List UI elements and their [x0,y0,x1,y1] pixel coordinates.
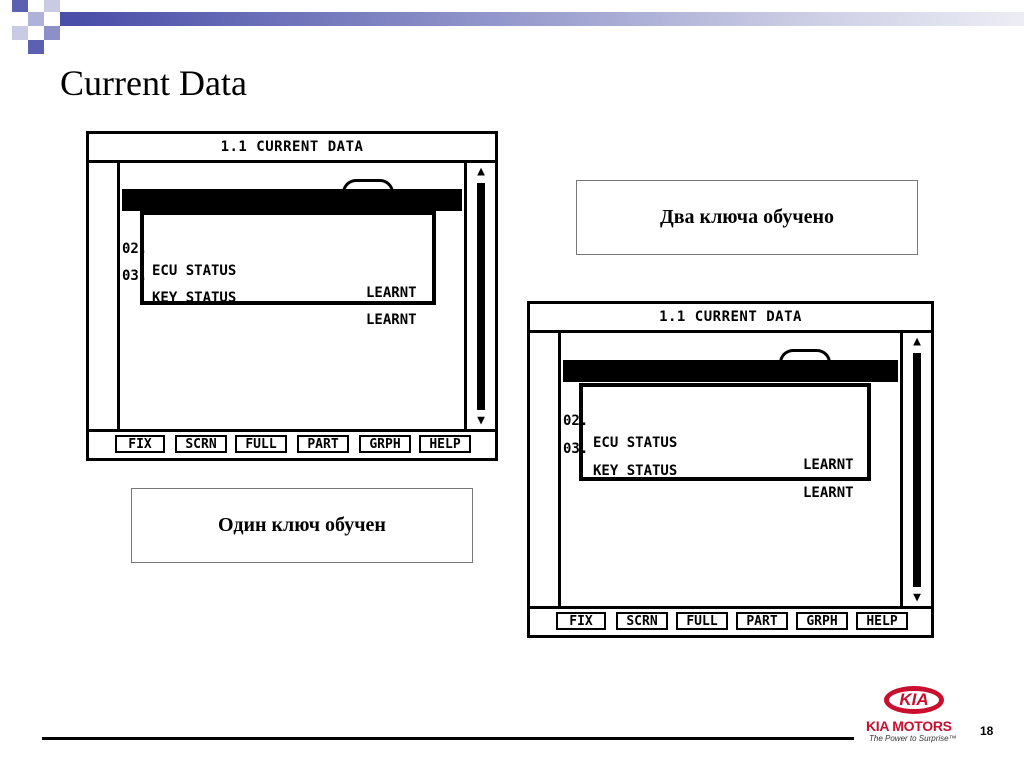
help-button[interactable]: HELP [856,612,908,630]
row-value: LEARNT [803,457,854,473]
full-button[interactable]: FULL [235,435,287,453]
slide-title: Current Data [60,63,247,103]
help-button[interactable]: HELP [419,435,471,453]
page-number: 18 [980,724,994,738]
brand-tagline: The Power to Surprise™ [869,734,957,743]
row-number: 02. [122,241,148,257]
value-highlight-oval [779,349,831,363]
decor-square [12,0,28,12]
scan-tool-screen-two-keys [527,301,934,638]
row-number: 01. [122,214,148,230]
row-number: 03. [563,441,589,457]
scrn-button[interactable]: SCRN [175,435,227,453]
scroll-track[interactable] [913,353,921,587]
caption-two-keys-learnt: Два ключа обучено [576,180,918,255]
row-name: KEY STATUS [152,290,237,306]
row-value: 1 [366,258,375,274]
scroll-track[interactable] [477,183,485,410]
scrollbar[interactable] [909,333,925,609]
value-highlight-oval [342,179,394,193]
row-number: 01. [563,385,589,401]
decor-square [60,12,80,26]
fix-button[interactable]: FIX [556,612,606,630]
grph-button[interactable]: GRPH [359,435,411,453]
top-decoration [0,0,1024,60]
fix-button[interactable]: FIX [115,435,165,453]
function-keys [89,429,495,458]
screen-title: 1.1 CURRENT DATA [530,304,931,333]
row-value: LEARNT [803,485,854,501]
row-number: 03. [122,268,148,284]
decor-square [28,12,44,26]
part-button[interactable]: PART [297,435,349,453]
decor-square [28,40,44,54]
row-value: LEARNT [366,312,417,328]
status-highlight-box [579,383,871,481]
scroll-up-icon[interactable]: ▲ [913,334,921,349]
decor-square [44,0,60,12]
scroll-up-icon[interactable]: ▲ [477,164,485,179]
grph-button[interactable]: GRPH [796,612,848,630]
row-name: ECU STATUS [152,263,237,279]
footer-divider [42,737,854,740]
header-gradient-bar [80,12,1024,26]
brand-name: KIA MOTORS [866,718,952,734]
caption-one-key-learnt: Один ключ обучен [131,488,473,563]
scrollbar[interactable] [473,163,489,432]
part-button[interactable]: PART [736,612,788,630]
function-keys [530,606,931,635]
kia-logo-icon: KIA [884,686,944,714]
scroll-down-icon[interactable]: ▼ [477,413,485,428]
scroll-down-icon[interactable]: ▼ [913,590,921,605]
row-name: NO. OF LEARNT KEY [152,236,296,252]
row-value: 2 [803,429,812,445]
decor-square [44,26,60,40]
row-name: KEY STATUS [593,463,678,479]
row-number: 02. [563,413,589,429]
screen-title: 1.1 CURRENT DATA [89,134,495,163]
data-list [558,333,903,609]
status-highlight-box [140,211,436,305]
full-button[interactable]: FULL [676,612,728,630]
scan-tool-screen-one-key [86,131,498,461]
row-name: ECU STATUS [593,435,678,451]
row-value: LEARNT [366,285,417,301]
data-list [117,163,467,432]
decor-square [12,26,28,40]
row-name: NO. OF LEARNT KEY [593,407,737,423]
scrn-button[interactable]: SCRN [616,612,668,630]
